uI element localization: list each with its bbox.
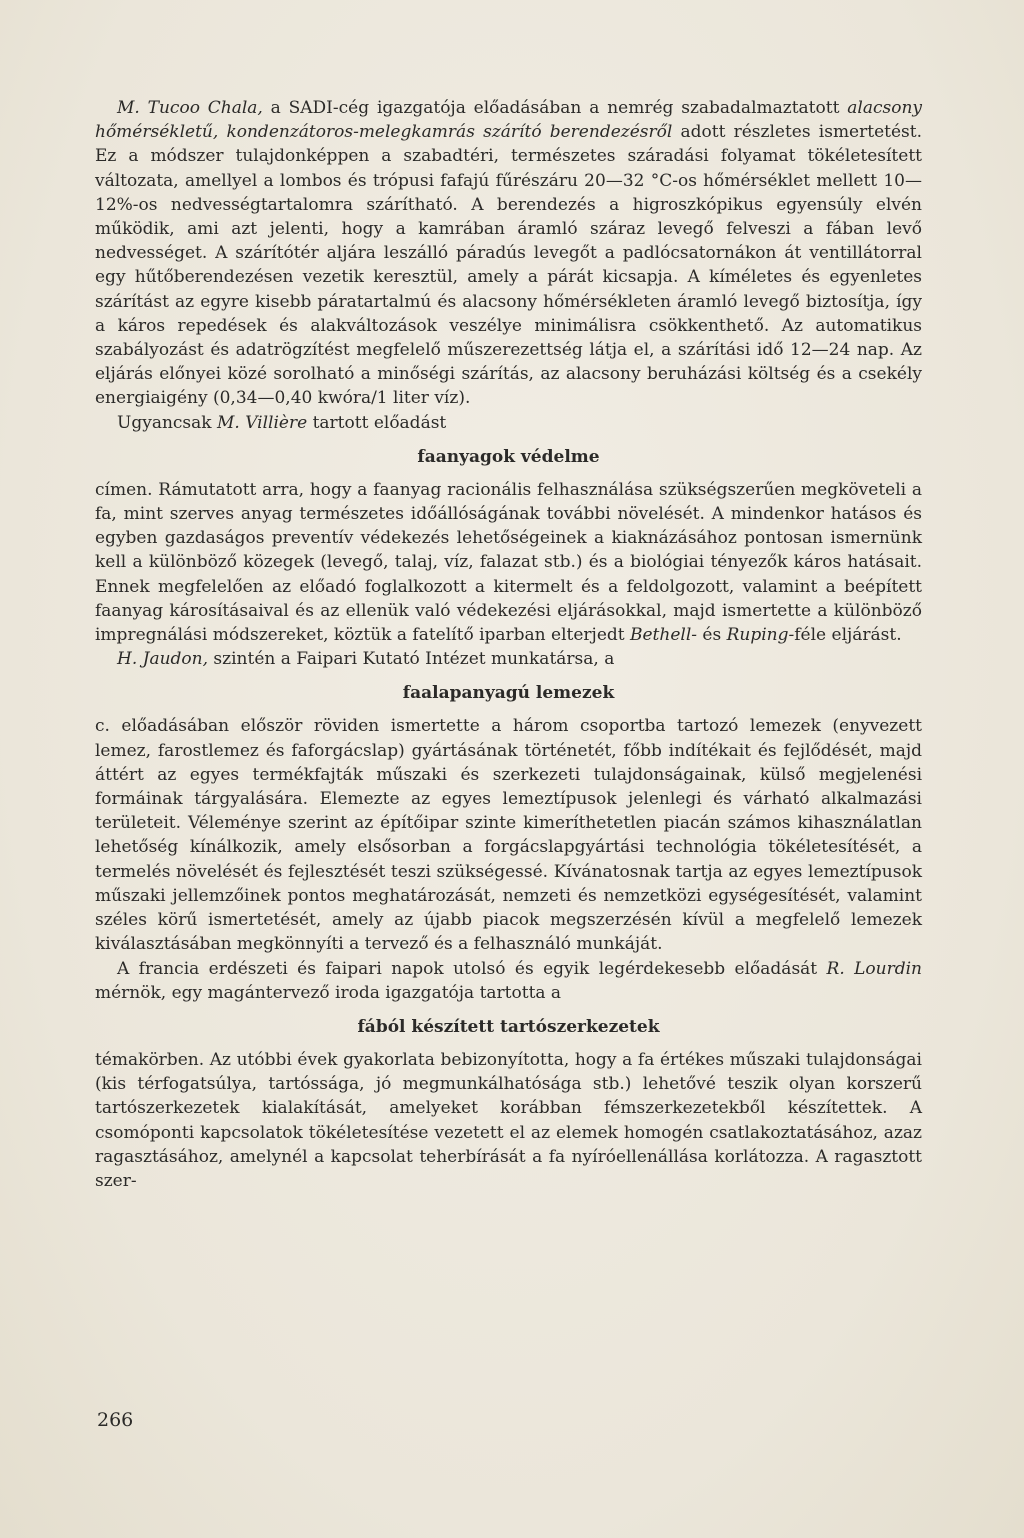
paragraph-text: Ugyancsak <box>117 412 217 433</box>
text-column <box>95 96 922 1193</box>
author-name: H. Jaudon, <box>117 649 209 670</box>
paragraph-wood-protection <box>95 478 922 647</box>
paragraph-text: adott részletes ismertetést. Ez a módszer tulajdonképpen a szabadtéri, természetes száradási folyamat tökéletesített változata, amellyel a lombos és trópusi fafajú fűrészáru 20—32 °C-os hőmérséklet mellett 10—12%-os nedvességtartalomra szárítható. A berendezés a higroszkópikus egyensúly elvén működik, ami azt jelenti, hogy a kamrában áramló száraz levegő felveszi a fában levő nedvességet. A szárítótér aljára leszálló páradús levegőt a padlócsatornákon át ventillátorral egy hűtőberendezésen vezetik keresztül, amely a párát kicsapja. A kíméletes és egyenletes szárítást az egyre kisebb páratartalmú és alacsony hőmérsékleten áramló levegő biztosítja, így a káros repedések és alakváltozások veszélye minimálisra csökkenthető. Az automatikus szabályozást és adatrögzítést megfelelő műszerezettség látja el, a szárítási idő 12—24 nap. Az eljárás előnyei közé sorolható a minőségi szárítás, az alacsony beruházási költség és a csekély energiaigény (0,34—0,40 kwóra/1 liter víz). <box>95 122 922 409</box>
paragraph-text: címen. Rámutatott arra, hogy a faanyag racionális felhasználása szükségszerűen megköveteli a fa, mint szerves anyag természetes időállóságának további növelését. A mindenkor hatásos és egyben gazdaságos preventív védekezés lehetőségeinek a kiaknázásához pontosan ismernünk kell a különböző közegek (levegő, talaj, víz, falazat stb.) és a biológiai tényezők káros hatásait. Ennek megfelelően az előadó foglalkozott a kitermelt és a feldolgozott, valamint a beépített faanyag károsításaival és az ellenük való védekezési eljárásokkal, majd ismertette a különböző impregnálási módszereket, köztük a fatelítő iparban elterjedt <box>95 479 922 646</box>
paragraph-text: mérnök, egy magántervező iroda igazgatója tartotta a <box>95 982 562 1003</box>
author-name: M. Tucoo Chala, <box>117 98 263 118</box>
paragraph-text: A francia erdészeti és faipari napok utolsó és egyik legérdekesebb előadását <box>117 958 827 979</box>
author-name: R. Lourdin <box>826 958 922 979</box>
section-heading-faalapanyagu-lemezek: faalapanyagú lemezek <box>402 683 615 704</box>
author-name: M. Villière <box>216 412 308 433</box>
paragraph-text: féle eljárást. <box>794 625 902 646</box>
paragraph-text: szintén a Faipari Kutató Intézet munkatársa, a <box>208 649 615 670</box>
method-name: Ruping- <box>726 625 795 646</box>
paragraph-tucoo-chala <box>95 96 922 411</box>
section-heading-tartoszerkezetek: fából készített tartószerkezetek <box>357 1016 660 1037</box>
method-name: Bethell- <box>630 625 698 646</box>
paragraph-load-bearing-structures: témakörben. Az utóbbi évek gyakorlata bebizonyította, hogy a fa értékes műszaki tulajdonságai (kis térfogatsúlya, tartóssága, jó megmunkálhatósága stb.) lehetővé teszik olyan korszerű tartószerkezetek kialakítását, amelyeket korábban fémszerkezetekből készítettek. A csomóponti kapcsolatok tökéletesítése vezetett el az elemek homogén csatlakoztatásához, azaz ragasztásához, amelynél a kapcsolat teherbírását a fa nyíróellenállása korlátozza. A ragasztott szer- <box>95 1049 922 1191</box>
italic-title: alacsony hőmérsékletű, kondenzátoros-melegkamrás szárító berendezésről <box>95 98 922 143</box>
paragraph-text: a SADI-cég igazgatója előadásában a nemrég szabadalmaztatott <box>262 98 848 118</box>
paragraph-text: és <box>697 625 727 646</box>
paragraph-wood-panels: c. előadásában először röviden ismertette a három csoportba tartozó lemezek (enyvezett lemez, farostlemez és faforgácslap) gyártásának történetét, főbb indítékait és fejlődését, majd áttért az egyes termékfajták műszaki és szerkezeti tulajdonságainak, külső megjelenési formáinak tárgyalására. Elemezte az egyes lemeztípusok jelenlegi és várható alkalmazási területeit. Véleménye szerint az építőipar szinte kimeríthetetlen piacán számos kihasználatlan lehetőség kínálkozik, amely elsősorban a forgácslapgyártási technológia tökéletesítését, a termelés növelését és fejlesztését teszi szükségessé. Kívánatosnak tartja az egyes lemeztípusok műszaki jellemzőinek pontos meghatározását, nemzeti és nemzetközi egységesítését, valamint széles körű ismertetését, amely az újabb piacok megszerzésén kívül a megfelelő lemezek kiválasztásában megkönnyíti a tervező és a felhasználó munkáját. <box>95 716 922 955</box>
page-number: 266 <box>97 1409 134 1431</box>
paragraph-text: tartott előadást <box>307 412 447 433</box>
section-heading-faanyagok-vedelme: faanyagok védelme <box>417 446 600 467</box>
paragraph-jaudon <box>95 647 922 671</box>
paragraph-lourdin <box>95 957 922 1005</box>
paragraph-villiere <box>95 411 922 435</box>
